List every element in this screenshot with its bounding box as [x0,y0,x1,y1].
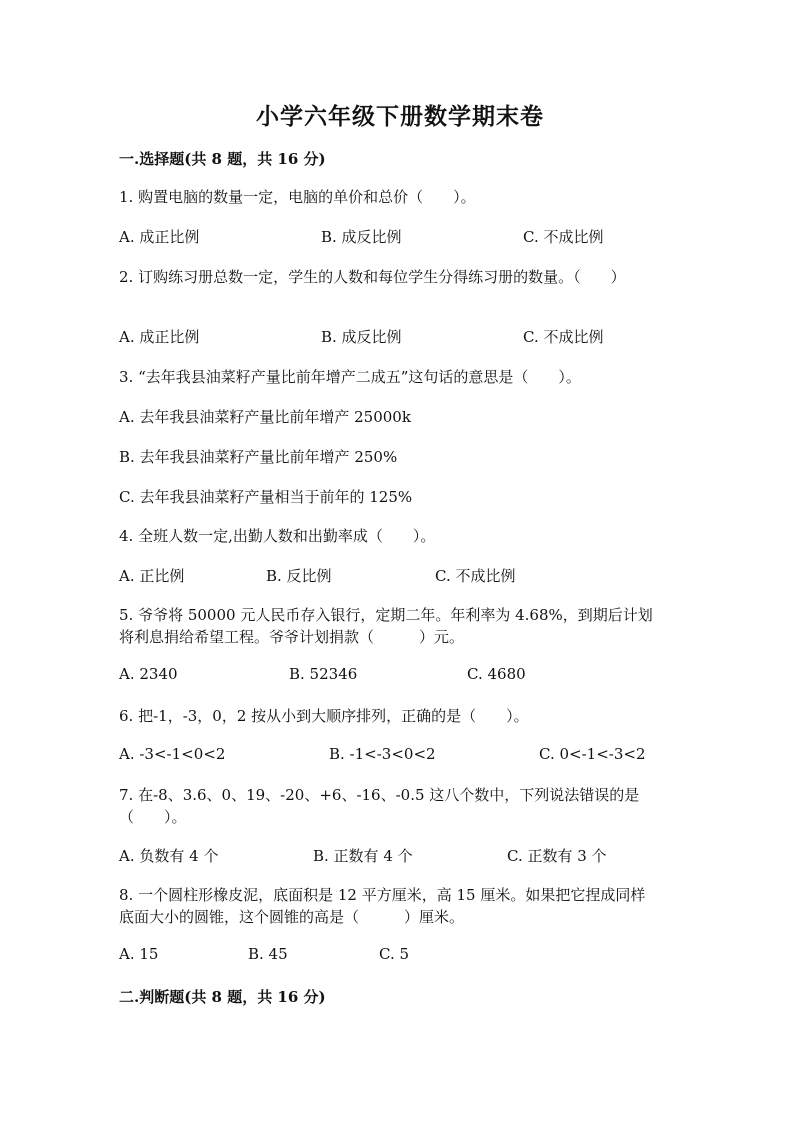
question-4: 4. 全班人数一定,出勤人数和出勤率成（ ）。 [119,527,436,545]
option-c: C. 4680 [467,665,526,683]
question-7-line-1: 7. 在-8、3.6、0、19、-20、+6、-16、-0.5 这八个数中，下列说法错误的是 [119,786,640,804]
question-5-line-1: 5. 爷爷将 50000 元人民币存入银行，定期二年。年利率为 4.68%，到期后计划 [119,606,653,624]
option-b: B. 去年我县油菜籽产量比前年增产 250% [119,448,398,466]
question-8 [119,884,679,928]
option-a: A. 负数有 4 个 [119,847,219,865]
question-6-options [119,745,699,767]
question-8-line-1: 8. 一个圆柱形橡皮泥，底面积是 12 平方厘米，高 15 厘米。如果把它捏成同样 [119,886,646,904]
option-b: B. 正数有 4 个 [313,847,413,865]
option-b: B. 45 [248,945,288,963]
option-b: B. 成反比例 [321,228,402,246]
option-b: B. 反比例 [266,567,332,585]
question-3: 3. “去年我县油菜籽产量比前年增产二成五”这句话的意思是（ ）。 [119,368,581,386]
option-b: B. 52346 [289,665,358,683]
question-1-options [119,226,699,248]
option-c: C. 0<-1<-3<2 [539,745,646,763]
question-1: 1. 购置电脑的数量一定，电脑的单价和总价（ ）。 [119,188,476,206]
section-heading-choice: 一.选择题(共 8 题，共 16 分) [119,150,326,168]
question-8-line-2: 底面大小的圆锥，这个圆锥的高是（ ）厘米。 [119,908,465,926]
option-c: C. 5 [379,945,410,963]
option-a: A. -3<-1<0<2 [119,745,226,763]
option-a: A. 去年我县油菜籽产量比前年增产 25000k [119,408,411,426]
question-8-options [119,945,699,967]
option-b: B. -1<-3<0<2 [329,745,436,763]
option-c: C. 不成比例 [435,567,516,585]
question-7 [119,784,679,828]
question-5 [119,604,679,648]
section-heading-true-false: 二.判断题(共 8 题，共 16 分) [119,988,326,1006]
question-2: 2. 订购练习册总数一定，学生的人数和每位学生分得练习册的数量。（ ） [119,268,626,286]
option-a: A. 正比例 [119,567,185,585]
option-a: A. 成正比例 [119,328,200,346]
question-5-options [119,665,699,687]
option-c: C. 不成比例 [523,328,604,346]
option-a: A. 15 [119,945,159,963]
option-b: B. 成反比例 [321,328,402,346]
option-c: C. 不成比例 [523,228,604,246]
question-2-options [119,326,699,348]
option-c: C. 去年我县油菜籽产量相当于前年的 125% [119,488,413,506]
question-7-options [119,845,699,867]
page-title: 小学六年级下册数学期末卷 [256,103,544,130]
question-7-line-2: （ ）。 [119,808,187,826]
question-5-line-2: 将利息捐给希望工程。爷爷计划捐款（ ）元。 [119,628,465,646]
question-4-options [119,565,699,587]
option-a: A. 成正比例 [119,228,200,246]
question-6: 6. 把-1，-3，0，2 按从小到大顺序排列，正确的是（ ）。 [119,707,529,725]
option-c: C. 正数有 3 个 [507,847,607,865]
option-a: A. 2340 [119,665,178,683]
